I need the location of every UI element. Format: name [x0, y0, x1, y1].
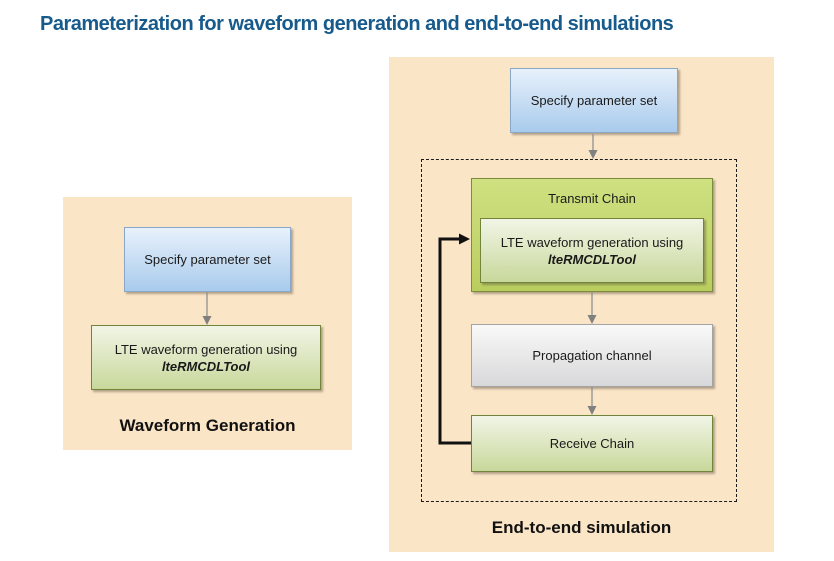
specify-parameter-set-label: Specify parameter set: [530, 93, 658, 108]
specify-parameter-set-label: Specify parameter set: [144, 252, 271, 267]
end-to-end-simulation-caption: End-to-end simulation: [491, 518, 672, 537]
lte-waveform-generation-box: [91, 325, 321, 390]
transmit-chain-label: Transmit Chain: [548, 191, 636, 206]
lte-waveform-generation-label: LTE waveform generation using lteRMCDLTool: [114, 341, 298, 374]
receive-chain-box: [471, 415, 713, 472]
lte-tool-name: lteRMCDLTool: [547, 251, 637, 267]
lte-tool-name: lteRMCDLTool: [161, 358, 251, 374]
lte-waveform-generation-label: LTE waveform generation using lteRMCDLTool: [500, 234, 684, 267]
propagation-channel-box: [471, 324, 713, 387]
propagation-channel-label: Propagation channel: [532, 348, 652, 363]
lte-waveform-generation-box: [480, 218, 704, 283]
transmit-chain-box: [471, 178, 713, 292]
page-title: Parameterization for waveform generation and end-to-end simulations: [40, 13, 674, 35]
waveform-generation-caption: Waveform Generation: [119, 416, 296, 435]
receive-chain-label: Receive Chain: [549, 436, 635, 451]
specify-parameter-set-box: [510, 68, 678, 133]
specify-parameter-set-box: [124, 227, 291, 292]
